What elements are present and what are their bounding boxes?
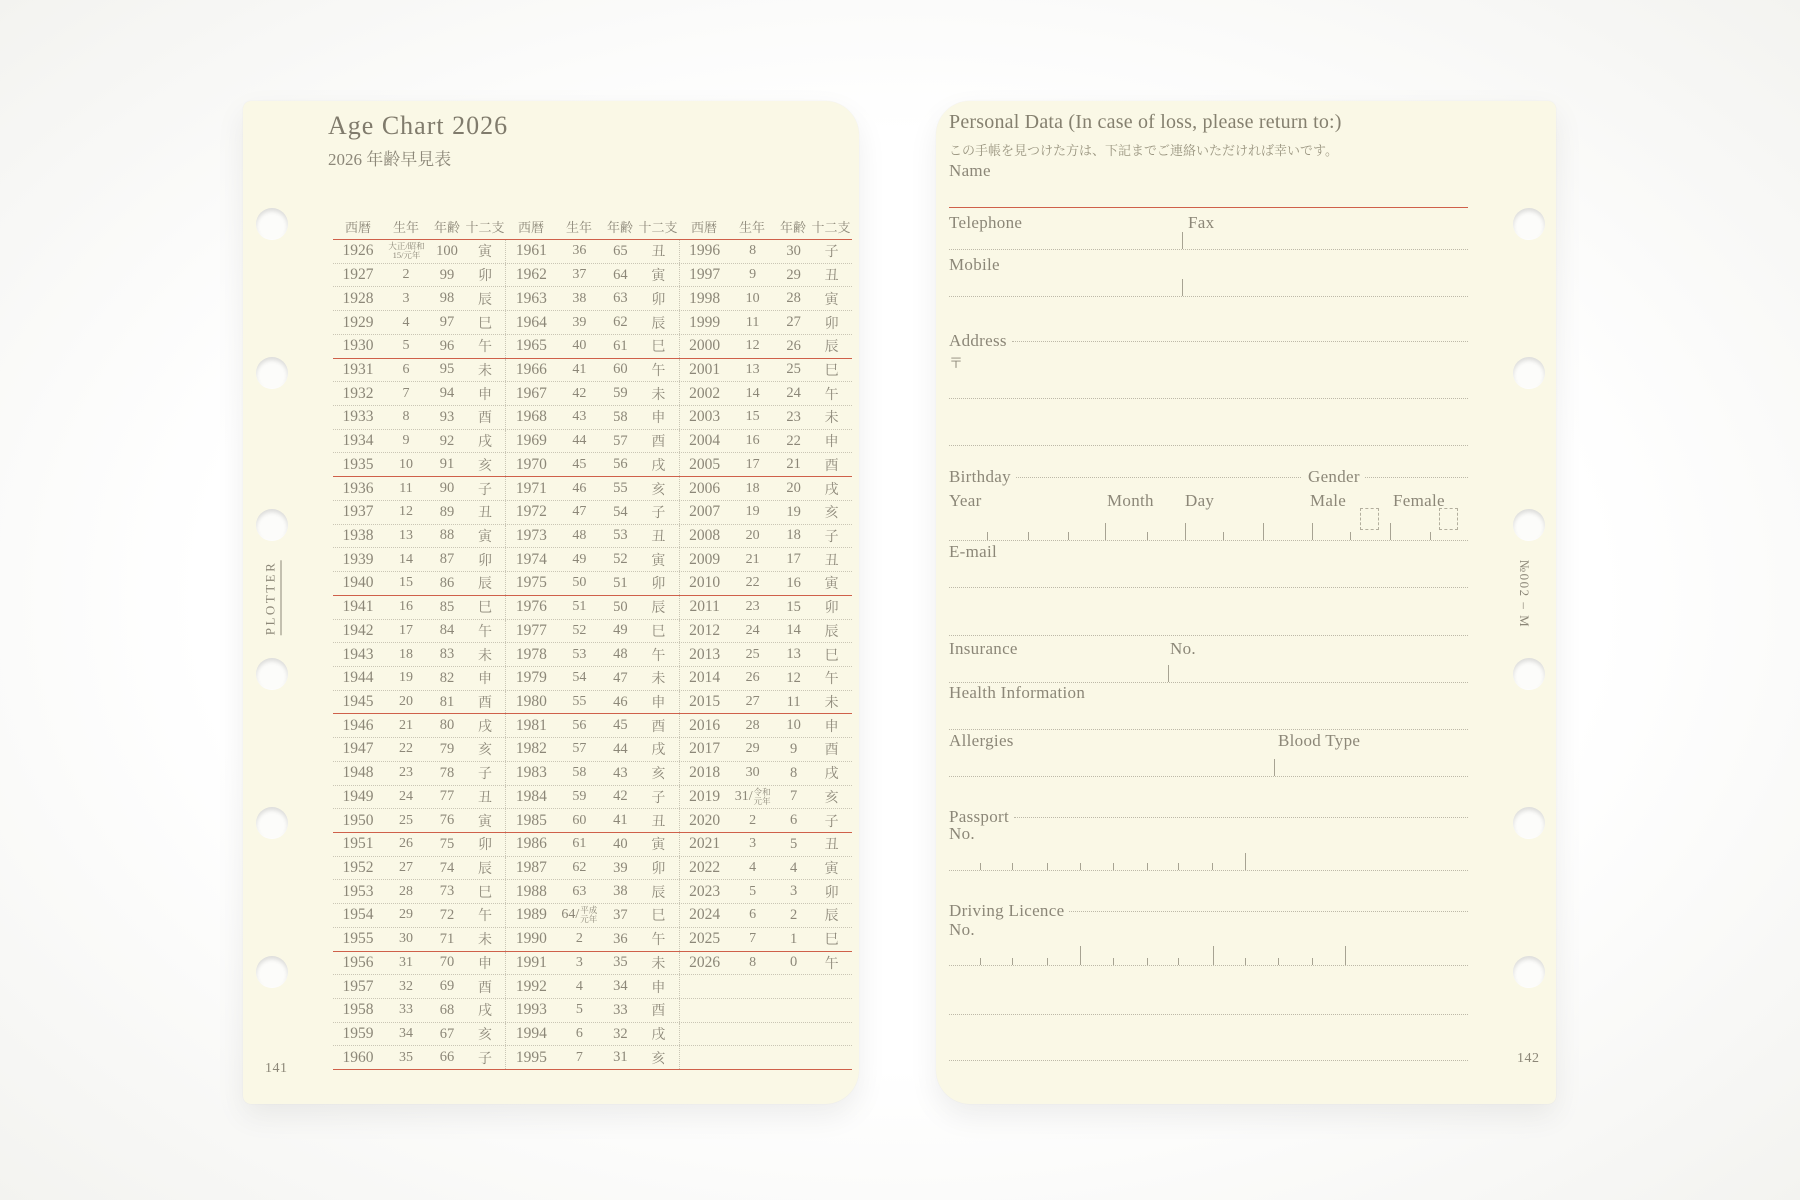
passport-no-label: No. (949, 824, 975, 843)
age-table-row: 1927 2 99 卯 1962 37 64 寅 1997 9 29 丑 (333, 264, 852, 288)
age-table-row: 1950 25 76 寅 1985 60 41 丑 2020 2 6 子 (333, 809, 852, 833)
refill-number-sidetext: №002 – M (1517, 559, 1532, 629)
passport-row (949, 807, 1468, 827)
age-table-row: 1953 28 73 巳 1988 63 38 辰 2023 5 3 卯 (333, 880, 852, 904)
email-line-2 (949, 635, 1468, 636)
age-table-row: 1940 15 86 辰 1975 50 51 卯 2010 22 16 寅 (333, 572, 852, 596)
binder-hole (1513, 658, 1545, 690)
personal-data-page (936, 101, 1556, 1104)
gender-line (1365, 477, 1468, 478)
age-table-row: 1955 30 71 未 1990 2 36 午 2025 7 1 巳 (333, 928, 852, 952)
address-row (949, 331, 1468, 351)
age-table-row: 1939 14 87 卯 1974 49 52 寅 2009 21 17 丑 (333, 548, 852, 572)
page-title: Age Chart 2026 (328, 111, 509, 140)
age-table-row: 1934 9 92 戌 1969 44 57 酉 2004 16 22 申 (333, 430, 852, 454)
personal-data-heading: Personal Data (In case of loss, please return to:) (949, 111, 1342, 133)
age-chart-page (243, 101, 859, 1104)
address-line-3 (949, 445, 1468, 446)
age-table-row: 1933 8 93 酉 1968 43 58 申 2003 15 23 未 (333, 406, 852, 430)
passport-entry-line (949, 870, 1468, 871)
binder-hole (1513, 509, 1545, 541)
age-table (333, 213, 852, 1070)
year-label: Year (949, 491, 982, 510)
driving-licence-label: Driving Licence (949, 901, 1065, 920)
age-table-row: 1951 26 75 卯 1986 61 40 寅 2021 3 5 丑 (333, 833, 852, 857)
age-table-row: 1952 27 74 辰 1987 62 39 卯 2022 4 4 寅 (333, 857, 852, 881)
age-table-row: 1958 33 68 戌 1993 5 33 酉 (333, 999, 852, 1023)
age-table-row: 1944 19 82 申 1979 54 47 未 2014 26 12 午 (333, 667, 852, 691)
binder-hole (256, 357, 288, 389)
driving-licence-row (949, 901, 1468, 921)
gender-row (1308, 467, 1468, 487)
age-table-row: 1957 32 69 酉 1992 4 34 申 (333, 975, 852, 999)
insurance-label: Insurance (949, 639, 1018, 658)
telephone-label: Telephone (949, 213, 1023, 232)
month-label: Month (1107, 491, 1154, 510)
page-number: 141 (265, 1061, 288, 1076)
female-label: Female (1393, 491, 1445, 510)
gender-label: Gender (1308, 467, 1360, 486)
binder-hole (1513, 807, 1545, 839)
age-table-row: 1937 12 89 丑 1972 47 54 子 2007 19 19 亥 (333, 501, 852, 525)
binder-hole (256, 807, 288, 839)
binder-hole (256, 509, 288, 541)
age-table-row: 1954 29 72 午 1989 64/ 平成 元年 37 巳 2024 6 2 辰 (333, 904, 852, 928)
age-table-row: 1930 5 96 午 1965 40 61 巳 2000 12 26 辰 (333, 335, 852, 359)
age-table-row: 1948 23 78 子 1983 58 43 亥 2018 30 8 戌 (333, 762, 852, 786)
age-table-row: 1960 35 66 子 1995 7 31 亥 (333, 1046, 852, 1070)
notes-line (949, 1014, 1468, 1015)
age-table-row: 1956 31 70 申 1991 3 35 未 2026 8 0 午 (333, 952, 852, 976)
health-information-line (949, 729, 1468, 730)
allergies-label: Allergies (949, 731, 1014, 750)
age-table-row: 1936 11 90 子 1971 46 55 亥 2006 18 20 戌 (333, 477, 852, 501)
male-checkbox (1360, 508, 1379, 530)
binder-hole (256, 956, 288, 988)
day-label: Day (1185, 491, 1215, 510)
age-table-row: 1942 17 84 午 1977 52 49 巳 2012 24 14 辰 (333, 620, 852, 644)
age-table-row: 1929 4 97 巳 1964 39 62 辰 1999 11 27 卯 (333, 311, 852, 335)
age-table-row: 1947 22 79 亥 1982 57 44 戌 2017 29 9 酉 (333, 738, 852, 762)
name-line (949, 207, 1468, 208)
age-table-row: 1938 13 88 寅 1973 48 53 丑 2008 20 18 子 (333, 525, 852, 549)
age-table-row: 1935 10 91 亥 1970 45 56 戌 2005 17 21 酉 (333, 453, 852, 477)
fax-label: Fax (1188, 213, 1215, 232)
passport-line (1014, 817, 1468, 818)
age-table-row: 1931 6 95 未 1966 41 60 午 2001 13 25 巳 (333, 359, 852, 383)
birthday-entry-line (949, 540, 1468, 541)
age-table-row: 1949 24 77 丑 1984 59 42 子 2019 31/ 令和 元年 7 亥 (333, 786, 852, 810)
driving-licence-no-label: No. (949, 920, 975, 939)
age-table-row: 1946 21 80 戌 1981 56 45 酉 2016 28 10 申 (333, 714, 852, 738)
address-label: Address (949, 331, 1007, 350)
binder-hole (1513, 956, 1545, 988)
binder-hole (1513, 357, 1545, 389)
notes-line-2 (949, 1060, 1468, 1061)
binder-hole (256, 208, 288, 240)
female-checkbox (1439, 508, 1458, 530)
age-table-row: 1932 7 94 申 1967 42 59 未 2002 14 24 午 (333, 382, 852, 406)
telephone-line (949, 249, 1468, 250)
binder-hole (1513, 208, 1545, 240)
binder-hole (256, 658, 288, 690)
driving-licence-line (1069, 911, 1468, 912)
allergies-line (949, 776, 1468, 777)
age-table-row: 1959 34 67 亥 1994 6 32 戌 (333, 1023, 852, 1047)
birthday-line (1016, 477, 1301, 478)
driving-licence-entry-line (949, 965, 1468, 966)
age-table-header: 西暦 生年 年齢 十二支 西暦 生年 年齢 十二支 西暦 生年 年齢 十二支 (333, 213, 852, 240)
age-table-row: 1926 大正/昭和 15/元年 100 寅 1961 36 65 丑 1996 8 30 子 (333, 240, 852, 264)
address-line (1012, 341, 1468, 342)
health-information-label: Health Information (949, 683, 1086, 702)
personal-data-subtitle-jp: この手帳を見つけた方は、下記までご連絡いただければ幸いです。 (949, 143, 1338, 158)
age-table-row: 1928 3 98 辰 1963 38 63 卯 1998 10 28 寅 (333, 287, 852, 311)
blood-type-label: Blood Type (1278, 731, 1361, 750)
age-table-row: 1945 20 81 酉 1980 55 46 申 2015 27 11 未 (333, 691, 852, 715)
mobile-label: Mobile (949, 255, 1000, 274)
brand-plotter-sidetext: PLOTTER (263, 561, 282, 636)
page-subtitle-jp: 2026 年齢早見表 (328, 150, 452, 169)
postal-mark: 〒 (949, 357, 964, 372)
birthday-row (949, 467, 1301, 487)
page-number: 142 (1517, 1051, 1540, 1066)
insurance-no-label: No. (1170, 639, 1196, 658)
male-label: Male (1310, 491, 1347, 510)
address-line-2 (949, 398, 1468, 399)
age-table-row: 1941 16 85 巳 1976 51 50 辰 2011 23 15 卯 (333, 596, 852, 620)
passport-label: Passport (949, 807, 1010, 826)
mobile-line (949, 296, 1468, 297)
name-label: Name (949, 161, 991, 180)
age-table-row: 1943 18 83 未 1978 53 48 午 2013 25 13 巳 (333, 643, 852, 667)
birthday-label: Birthday (949, 467, 1011, 486)
email-line (949, 587, 1468, 588)
email-label: E-mail (949, 542, 998, 561)
